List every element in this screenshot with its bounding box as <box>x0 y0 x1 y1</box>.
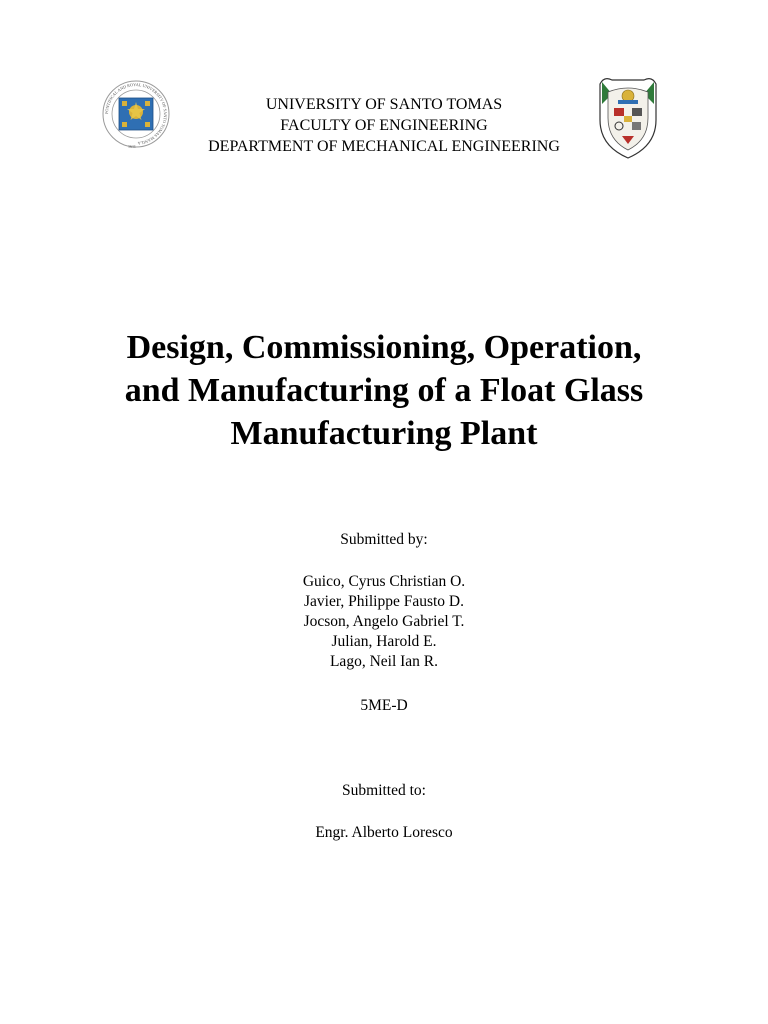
author-name: Javier, Philippe Fausto D. <box>304 593 464 610</box>
university-name: UNIVERSITY OF SANTO TOMAS <box>265 96 503 113</box>
title-line-2: and Manufacturing of a Float Glass <box>124 372 644 409</box>
seal-ring-text: PONTIFICAL AND ROYAL UNIVERSITY OF SANTO TOMAS MANILA <box>103 81 169 146</box>
title-line-1: Design, Commissioning, Operation, <box>126 329 642 366</box>
adviser-name: Engr. Alberto Loresco <box>315 824 453 841</box>
seal-year: 1611 <box>128 144 136 149</box>
section-code: 5ME-D <box>360 697 408 714</box>
document-title <box>60 326 708 455</box>
author-name: Julian, Harold E. <box>331 633 437 650</box>
department-name: DEPARTMENT OF MECHANICAL ENGINEERING <box>208 138 560 155</box>
author-list <box>0 572 768 672</box>
submitted-to-label: Submitted to: <box>342 782 426 799</box>
faculty-name: FACULTY OF ENGINEERING <box>280 117 488 134</box>
author-name: Jocson, Angelo Gabriel T. <box>303 613 465 630</box>
institution-header <box>0 94 768 157</box>
author-name: Lago, Neil Ian R. <box>329 653 439 670</box>
title-line-3: Manufacturing Plant <box>230 415 538 452</box>
submitted-by-label: Submitted by: <box>340 531 428 548</box>
author-name: Guico, Cyrus Christian O. <box>302 573 466 590</box>
